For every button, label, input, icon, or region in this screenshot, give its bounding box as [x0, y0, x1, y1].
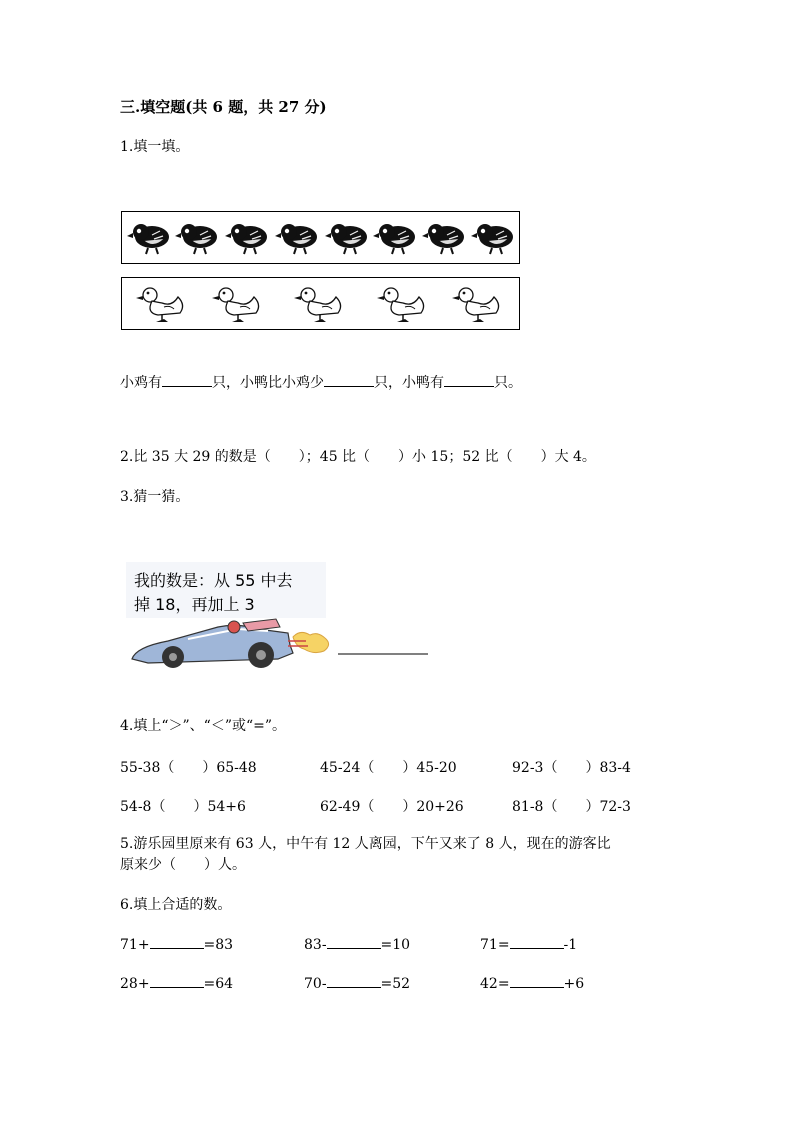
fill-prefix: 42=	[480, 976, 510, 992]
fill-prefix: 28+	[120, 976, 150, 992]
duck-row-box	[121, 277, 520, 330]
q4-row-2	[120, 796, 680, 814]
speech-line-1: 我的数是：从 55 中去	[134, 571, 293, 590]
answer-blank[interactable]	[162, 373, 212, 387]
fill-item	[120, 974, 233, 992]
answer-blank[interactable]	[324, 373, 374, 387]
fill-item	[304, 974, 410, 992]
chick-row-box	[121, 211, 520, 264]
q3-title: 3.猜一猜。	[120, 489, 190, 505]
chick-icon	[275, 224, 317, 254]
duck-icon	[294, 288, 341, 322]
fill-item	[120, 935, 233, 953]
q1-text-d: 只。	[494, 375, 522, 391]
q1-title: 1.填一填。	[120, 139, 190, 155]
q1-text-b: 只，小鸭比小鸡少	[212, 375, 324, 391]
duck-icon	[212, 288, 259, 322]
fill-suffix: +6	[563, 976, 585, 992]
fill-suffix: -1	[563, 937, 578, 953]
fill-suffix: =64	[203, 976, 234, 992]
fill-item	[480, 974, 584, 992]
speech-line-2: 掉 18，再加上 3	[134, 595, 255, 614]
race-car-illustration	[128, 615, 433, 675]
fill-suffix: =83	[203, 937, 234, 953]
comparison-item[interactable]: 45-24（ ）45-20	[320, 760, 457, 776]
q5-line-2: 原来少（ ）人。	[120, 857, 246, 873]
q2-text: 2.比 35 大 29 的数是（ ）；45 比（ ）小 15；52 比（ ）大 4。	[120, 449, 596, 465]
chick-icon	[325, 224, 367, 254]
q5-line-1: 5.游乐园里原来有 63 人，中午有 12 人离园，下午又来了 8 人，现在的游客比	[120, 836, 611, 852]
chick-icon	[373, 224, 415, 254]
chick-icon	[175, 224, 217, 254]
answer-blank[interactable]	[327, 935, 381, 949]
duck-icon	[136, 288, 183, 322]
answer-blank[interactable]	[327, 974, 381, 988]
fill-suffix: =10	[380, 937, 411, 953]
answer-blank[interactable]	[444, 373, 494, 387]
q6-title: 6.填上合适的数。	[120, 897, 232, 913]
duck-icon	[377, 288, 424, 322]
fill-prefix: 71+	[120, 937, 150, 953]
duck-icon	[452, 288, 499, 322]
chick-row	[122, 212, 518, 262]
answer-blank[interactable]	[150, 974, 204, 988]
section-title: 三.填空题(共 6 题，共 27 分)	[120, 98, 327, 116]
q6-row-2	[120, 974, 680, 992]
answer-blank[interactable]	[150, 935, 204, 949]
fill-item	[304, 935, 410, 953]
duck-row	[122, 278, 518, 328]
fill-prefix: 83-	[304, 937, 327, 953]
comparison-item[interactable]: 81-8（ ）72-3	[512, 799, 631, 815]
fill-item	[480, 935, 577, 953]
comparison-item[interactable]: 54-8（ ）54+6	[120, 799, 246, 815]
comparison-item[interactable]: 55-38（ ）65-48	[120, 760, 257, 776]
chick-icon	[471, 224, 513, 254]
q6-row-1	[120, 935, 680, 953]
fill-suffix: =52	[380, 976, 411, 992]
fill-prefix: 71=	[480, 937, 510, 953]
q1-text-c: 只，小鸭有	[374, 375, 444, 391]
q1-sentence	[120, 373, 522, 392]
answer-blank[interactable]	[510, 974, 564, 988]
answer-blank[interactable]	[510, 935, 564, 949]
q4-title: 4.填上“＞”、“＜”或“=”。	[120, 718, 287, 734]
chick-icon	[127, 224, 169, 254]
fill-prefix: 70-	[304, 976, 327, 992]
chick-icon	[422, 224, 464, 254]
comparison-item[interactable]: 62-49（ ）20+26	[320, 799, 464, 815]
q1-text-a: 小鸡有	[120, 375, 162, 391]
comparison-item[interactable]: 92-3（ ）83-4	[512, 760, 631, 776]
q4-row-1	[120, 757, 680, 775]
chick-icon	[225, 224, 267, 254]
